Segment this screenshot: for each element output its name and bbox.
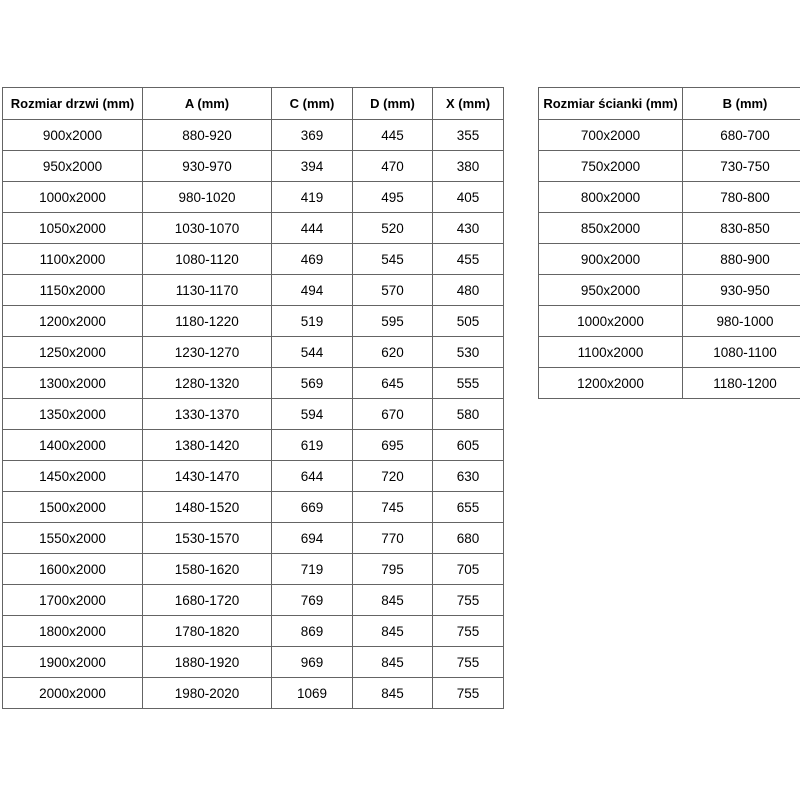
- table-row: [3, 585, 504, 616]
- table-cell: 1080-1100: [683, 337, 800, 368]
- table-row: [3, 306, 504, 337]
- table-cell: 1100x2000: [3, 244, 143, 275]
- table-cell: 850x2000: [539, 213, 683, 244]
- table-cell: 670: [353, 399, 433, 430]
- table-cell: 595: [353, 306, 433, 337]
- table-cell: 394: [272, 151, 353, 182]
- table-cell: 755: [433, 616, 504, 647]
- table-cell: 495: [353, 182, 433, 213]
- header-row: [539, 88, 800, 120]
- table-cell: 1400x2000: [3, 430, 143, 461]
- table-cell: 1130-1170: [143, 275, 272, 306]
- table-cell: 1580-1620: [143, 554, 272, 585]
- table-row: [3, 244, 504, 275]
- table-cell: 1069: [272, 678, 353, 709]
- column-header: A (mm): [143, 88, 272, 120]
- table-cell: 544: [272, 337, 353, 368]
- table-row: [3, 337, 504, 368]
- table-cell: 1350x2000: [3, 399, 143, 430]
- table-cell: 570: [353, 275, 433, 306]
- table-row: [3, 275, 504, 306]
- table-cell: 845: [353, 616, 433, 647]
- table-cell: 430: [433, 213, 504, 244]
- table-cell: 455: [433, 244, 504, 275]
- table-cell: 1230-1270: [143, 337, 272, 368]
- table-cell: 419: [272, 182, 353, 213]
- table-cell: 369: [272, 120, 353, 151]
- table-cell: 745: [353, 492, 433, 523]
- table-cell: 1000x2000: [3, 182, 143, 213]
- table-cell: 880-900: [683, 244, 800, 275]
- table-cell: 469: [272, 244, 353, 275]
- table-row: [539, 337, 800, 368]
- table-row: [3, 399, 504, 430]
- table-row: [3, 616, 504, 647]
- table-cell: 520: [353, 213, 433, 244]
- table-cell: 950x2000: [3, 151, 143, 182]
- table-cell: 755: [433, 647, 504, 678]
- table-cell: 1200x2000: [3, 306, 143, 337]
- table-cell: 720: [353, 461, 433, 492]
- table-cell: 680: [433, 523, 504, 554]
- table-cell: 930-970: [143, 151, 272, 182]
- table-cell: 1030-1070: [143, 213, 272, 244]
- table-cell: 1800x2000: [3, 616, 143, 647]
- table-cell: 680-700: [683, 120, 800, 151]
- table-row: [3, 213, 504, 244]
- table-cell: 1980-2020: [143, 678, 272, 709]
- table-cell: 980-1020: [143, 182, 272, 213]
- table-cell: 900x2000: [3, 120, 143, 151]
- table-cell: 1900x2000: [3, 647, 143, 678]
- table-cell: 1530-1570: [143, 523, 272, 554]
- table-cell: 445: [353, 120, 433, 151]
- table-cell: 800x2000: [539, 182, 683, 213]
- table-row: [3, 554, 504, 585]
- table-cell: 770: [353, 523, 433, 554]
- table-row: [3, 523, 504, 554]
- table-cell: 605: [433, 430, 504, 461]
- table-cell: 494: [272, 275, 353, 306]
- table-cell: 380: [433, 151, 504, 182]
- table-cell: 530: [433, 337, 504, 368]
- table-cell: 480: [433, 275, 504, 306]
- table-cell: 1500x2000: [3, 492, 143, 523]
- column-header: Rozmiar drzwi (mm): [3, 88, 143, 120]
- table-cell: 1080-1120: [143, 244, 272, 275]
- header-row: [3, 88, 504, 120]
- table-row: [539, 368, 800, 399]
- table-cell: 755: [433, 585, 504, 616]
- table-row: [3, 678, 504, 709]
- table-cell: 355: [433, 120, 504, 151]
- table-cell: 695: [353, 430, 433, 461]
- table-cell: 545: [353, 244, 433, 275]
- table-cell: 1430-1470: [143, 461, 272, 492]
- table-cell: 1380-1420: [143, 430, 272, 461]
- column-header: Rozmiar ścianki (mm): [539, 88, 683, 120]
- table-cell: 1000x2000: [539, 306, 683, 337]
- table-cell: 845: [353, 647, 433, 678]
- table-cell: 705: [433, 554, 504, 585]
- table-cell: 930-950: [683, 275, 800, 306]
- wall-size-table: [538, 87, 800, 399]
- table-row: [539, 275, 800, 306]
- table-cell: 1780-1820: [143, 616, 272, 647]
- table-row: [3, 647, 504, 678]
- table-row: [539, 120, 800, 151]
- column-header: C (mm): [272, 88, 353, 120]
- table-cell: 619: [272, 430, 353, 461]
- table-row: [539, 151, 800, 182]
- table-cell: 1200x2000: [539, 368, 683, 399]
- table-cell: 645: [353, 368, 433, 399]
- table-cell: 1100x2000: [539, 337, 683, 368]
- table-cell: 1180-1200: [683, 368, 800, 399]
- table-row: [3, 430, 504, 461]
- table-cell: 580: [433, 399, 504, 430]
- table-cell: 1550x2000: [3, 523, 143, 554]
- table-cell: 1050x2000: [3, 213, 143, 244]
- table-cell: 795: [353, 554, 433, 585]
- table-cell: 950x2000: [539, 275, 683, 306]
- table-cell: 694: [272, 523, 353, 554]
- table-cell: 630: [433, 461, 504, 492]
- table-cell: 969: [272, 647, 353, 678]
- table-cell: 719: [272, 554, 353, 585]
- table-cell: 1280-1320: [143, 368, 272, 399]
- table-cell: 594: [272, 399, 353, 430]
- table-cell: 470: [353, 151, 433, 182]
- table-cell: 655: [433, 492, 504, 523]
- table-cell: 555: [433, 368, 504, 399]
- table-cell: 845: [353, 678, 433, 709]
- table-cell: 750x2000: [539, 151, 683, 182]
- table-cell: 1330-1370: [143, 399, 272, 430]
- table-cell: 444: [272, 213, 353, 244]
- table-cell: 900x2000: [539, 244, 683, 275]
- table-cell: 1250x2000: [3, 337, 143, 368]
- table-cell: 644: [272, 461, 353, 492]
- table-row: [3, 492, 504, 523]
- table-cell: 845: [353, 585, 433, 616]
- table-row: [3, 151, 504, 182]
- table-cell: 405: [433, 182, 504, 213]
- table-cell: 669: [272, 492, 353, 523]
- table-row: [539, 306, 800, 337]
- table-cell: 1180-1220: [143, 306, 272, 337]
- table-cell: 1450x2000: [3, 461, 143, 492]
- table-row: [3, 120, 504, 151]
- table-row: [3, 461, 504, 492]
- table-cell: 730-750: [683, 151, 800, 182]
- table-cell: 1150x2000: [3, 275, 143, 306]
- table-cell: 1680-1720: [143, 585, 272, 616]
- table-cell: 1700x2000: [3, 585, 143, 616]
- column-header: D (mm): [353, 88, 433, 120]
- table-cell: 620: [353, 337, 433, 368]
- table-cell: 569: [272, 368, 353, 399]
- table-row: [3, 368, 504, 399]
- table-cell: 980-1000: [683, 306, 800, 337]
- table-cell: 1300x2000: [3, 368, 143, 399]
- table-cell: 1600x2000: [3, 554, 143, 585]
- table-cell: 880-920: [143, 120, 272, 151]
- table-cell: 830-850: [683, 213, 800, 244]
- column-header: X (mm): [433, 88, 504, 120]
- table-cell: 700x2000: [539, 120, 683, 151]
- table-cell: 505: [433, 306, 504, 337]
- table-cell: 869: [272, 616, 353, 647]
- table-cell: 1480-1520: [143, 492, 272, 523]
- column-header: B (mm): [683, 88, 800, 120]
- table-row: [3, 182, 504, 213]
- table-cell: 780-800: [683, 182, 800, 213]
- table-row: [539, 182, 800, 213]
- table-cell: 769: [272, 585, 353, 616]
- table-cell: 755: [433, 678, 504, 709]
- table-row: [539, 213, 800, 244]
- table-cell: 519: [272, 306, 353, 337]
- door-size-table: [2, 87, 504, 709]
- table-cell: 2000x2000: [3, 678, 143, 709]
- table-cell: 1880-1920: [143, 647, 272, 678]
- table-row: [539, 244, 800, 275]
